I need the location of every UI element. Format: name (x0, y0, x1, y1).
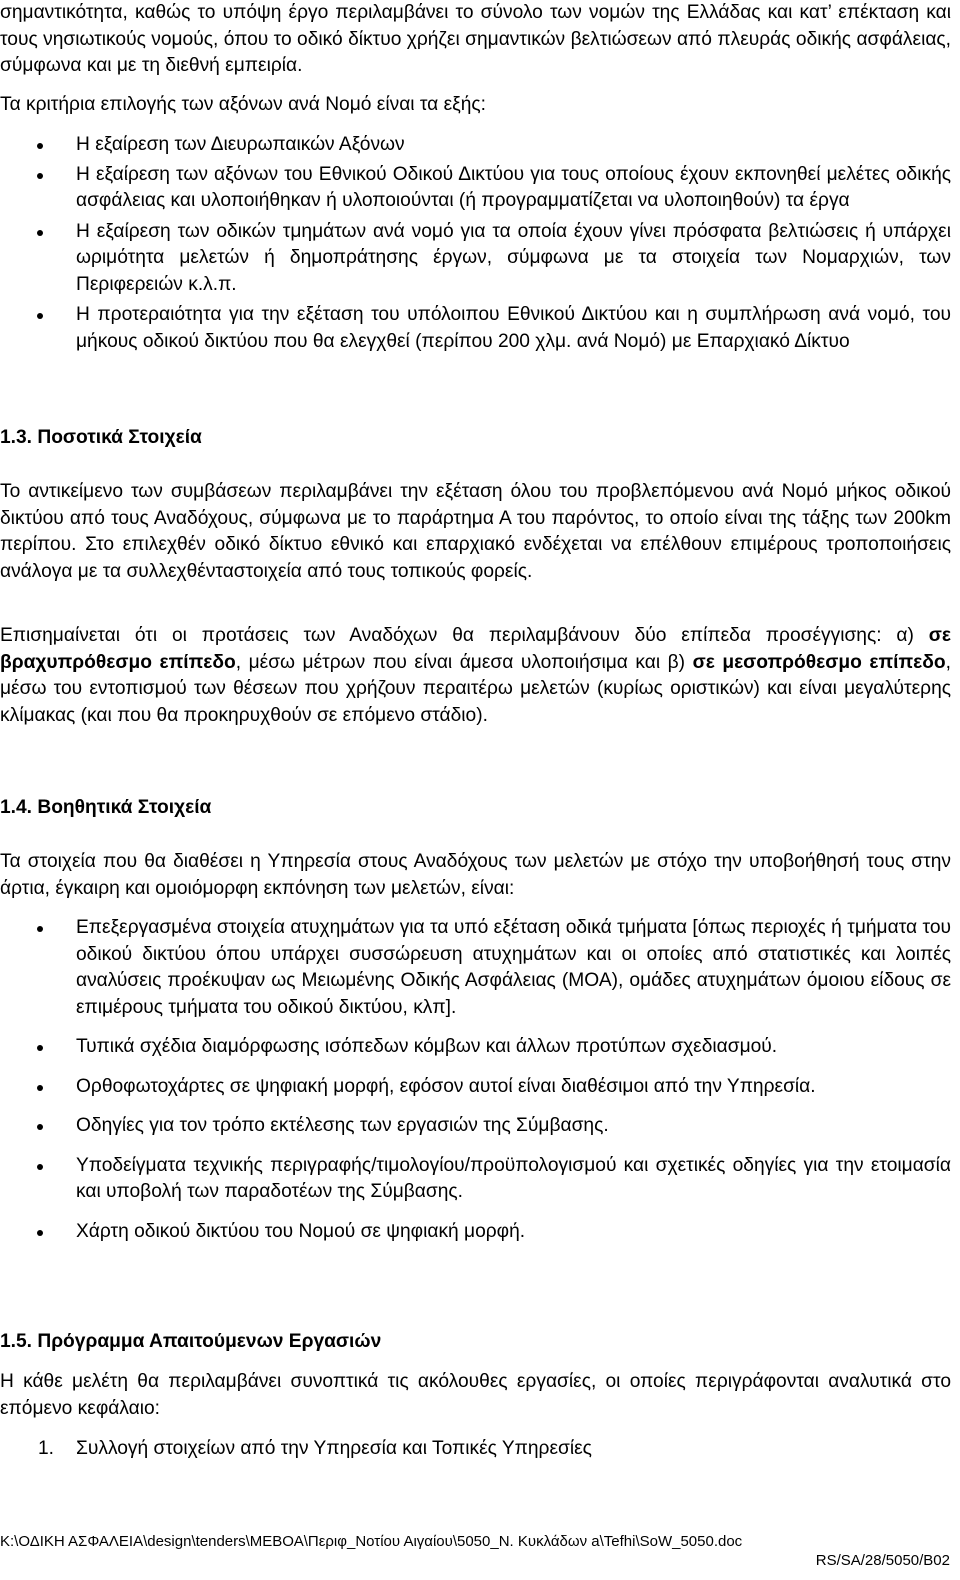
bullet-icon (37, 230, 43, 236)
list-item: Ορθοφωτοχάρτες σε ψηφιακή μορφή, εφόσον αυτοί είναι διαθέσιμοι από την Υπηρεσία. (0, 1074, 951, 1101)
bullet-icon (37, 1124, 43, 1130)
bullet-icon (37, 1164, 43, 1170)
list-item: Η εξαίρεση των αξόνων του Εθνικού Οδικού Δικτύου για τους οποίους έχουν εκπονηθεί μελέτες οδικής ασφάλειας και υλοποιήθηκαν ή υλοποιούνται (ή προγραμματίζεται να υλοποιηθούν) τα έργα (0, 162, 951, 215)
section-1-4-intro: Τα στοιχεία που θα διαθέσει η Υπηρεσία στους Αναδόχους των μελετών με στόχο την υποβοήθησή τους στην άρτια, έγκαιρη και ομοιόμορφη εκπόνηση των μελετών, είναι: (0, 851, 951, 899)
list-item: Επεξεργασμένα στοιχεία ατυχημάτων για τα υπό εξέταση οδικά τμήματα [όπως περιοχές ή τμήματα του οδικού δικτύου όπου υπάρχει συσσώρευση ατυχημάτων και οι οποίες από στατιστικές και λοιπές αναλύσεις προέκυψαν ως Μειωμένης Οδικής Ασφάλειας (ΜΟΑ), ομάδες ατυχημάτων όμοιου είδους σε επιμέρους τμήματα του οδικού δικτύου, κλπ]. (0, 915, 951, 1021)
list-item: Συλλογή στοιχείων από την Υπηρεσία και Τοπικές Υπηρεσίες (76, 1438, 592, 1459)
footer-file-path: K:\ΟΔΙΚΗ ΑΣΦΑΛΕΙΑ\design\tenders\ΜΕΒΟΑ\Περιφ_Νοτίου Αιγαίου\5050_Ν. Κυκλάδων a\Tefhi\SoW_5050.doc (0, 1533, 743, 1550)
list-item: Η εξαίρεση των Διευρωπαικών Αξόνων (0, 132, 951, 159)
section-1-5-heading: 1.5. Πρόγραμμα Απαιτούμενων Εργασιών (0, 1331, 382, 1352)
section-1-3-paragraph-2: Επισημαίνεται ότι οι προτάσεις των Αναδόχων θα περιλαμβάνουν δύο επίπεδα προσέγγισης: α) σε βραχυπρόθεσμο επίπεδο, μέσω μέτρων που είναι άμεσα υλοποιήσιμα και β) σε μεσοπρόθεσμο επίπεδο, μέσω του εντοπισμού των θέσεων που χρήζουν περαιτέρω μελετών (κυρίως οριστικών) και είναι μεγαλύτερης κλίμακας (και που θα προκηρυχθούν σε επόμενο στάδιο). (0, 625, 951, 726)
list-item: Η προτεραιότητα για την εξέταση του υπόλοιπου Εθνικού Δικτύου και η συμπλήρωση ανά νομό, του μήκους οδικού δικτύου που θα ελεγχθεί (περίπου 200 χλμ. ανά Νομό) με Επαρχιακό Δίκτυο (0, 302, 951, 355)
list-item: Οδηγίες για τον τρόπο εκτέλεσης των εργασιών της Σύμβασης. (0, 1113, 951, 1140)
list-item: Τυπικά σχέδια διαμόρφωσης ισόπεδων κόμβων και άλλων προτύπων σχεδιασμού. (0, 1034, 951, 1061)
list-number: 1. (38, 1438, 55, 1459)
mid-term-level: σε μεσοπρόθεσμο επίπεδο (692, 651, 946, 673)
section-1-3-heading: 1.3. Ποσοτικά Στοιχεία (0, 427, 202, 448)
bullet-icon (37, 1230, 43, 1236)
bullet-icon (37, 143, 43, 149)
bullet-icon (37, 173, 43, 179)
short-term-level: σε βραχυπρόθεσμο επίπεδο (0, 625, 951, 673)
list-item: Χάρτη οδικού δικτύου του Νομού σε ψηφιακή μορφή. (0, 1219, 951, 1246)
section-1-3-paragraph-1: Το αντικείμενο των συμβάσεων περιλαμβάνει την εξέταση όλου του προβλεπόμενου ανά Νομό μήκος οδικού δικτύου από τους Αναδόχους, σύμφωνα με το παράρτημα Α του παρόντος, το οποίο είναι της τάξης των 200km περίπου. Στο επιλεχθέν οδικό δίκτυο εθνικό και επαρχιακό ενδέχεται να επέλθουν επιμέρους τροποποιήσεις ανάλογα με τα συλλεχθένταστοιχεία από τους τοπικούς φορείς. (0, 481, 951, 582)
criteria-intro: Τα κριτήρια επιλογής των αξόνων ανά Νομό είναι τα εξής: (0, 94, 486, 115)
aux-data-list (0, 915, 951, 1245)
bullet-icon (37, 926, 43, 932)
bullet-icon (37, 1085, 43, 1091)
criteria-list (0, 132, 951, 355)
footer-document-code: RS/SA/28/5050/B02 (815, 1552, 950, 1569)
bullet-icon (37, 313, 43, 319)
section-1-5-intro: Η κάθε μελέτη θα περιλαμβάνει συνοπτικά τις ακόλουθες εργασίες, οι οποίες περιγράφονται αναλυτικά στο επόμενο κεφάλαιο: (0, 1371, 951, 1419)
bullet-icon (37, 1045, 43, 1051)
list-item: Υποδείγματα τεχνικής περιγραφής/τιμολογίου/προϋπολογισμού και σχετικές οδηγίες για την ετοιμασία και υποβολή των παραδοτέων της Σύμβασης. (0, 1153, 951, 1206)
intro-paragraph: σημαντικότητα, καθώς το υπόψη έργο περιλαμβάνει το σύνολο των νομών της Ελλάδας και κατ’ επέκταση και τους νησιωτικούς νομούς, όπου το οδικό δίκτυο χρήζει σημαντικών βελτιώσεων από πλευράς οδικής ασφάλειας, σύμφωνα και με τη διεθνή εμπειρία. (0, 2, 951, 76)
list-item: Η εξαίρεση των οδικών τμημάτων ανά νομό για τα οποία έχουν γίνει πρόσφατα βελτιώσεις ή υπάρχει ωριμότητα μελετών ή δημοπράτησης έργων, σύμφωνα με τα στοιχεία των Νομαρχιών, των Περιφερειών κ.λ.π. (0, 219, 951, 299)
section-1-4-heading: 1.4. Βοηθητικά Στοιχεία (0, 797, 212, 818)
